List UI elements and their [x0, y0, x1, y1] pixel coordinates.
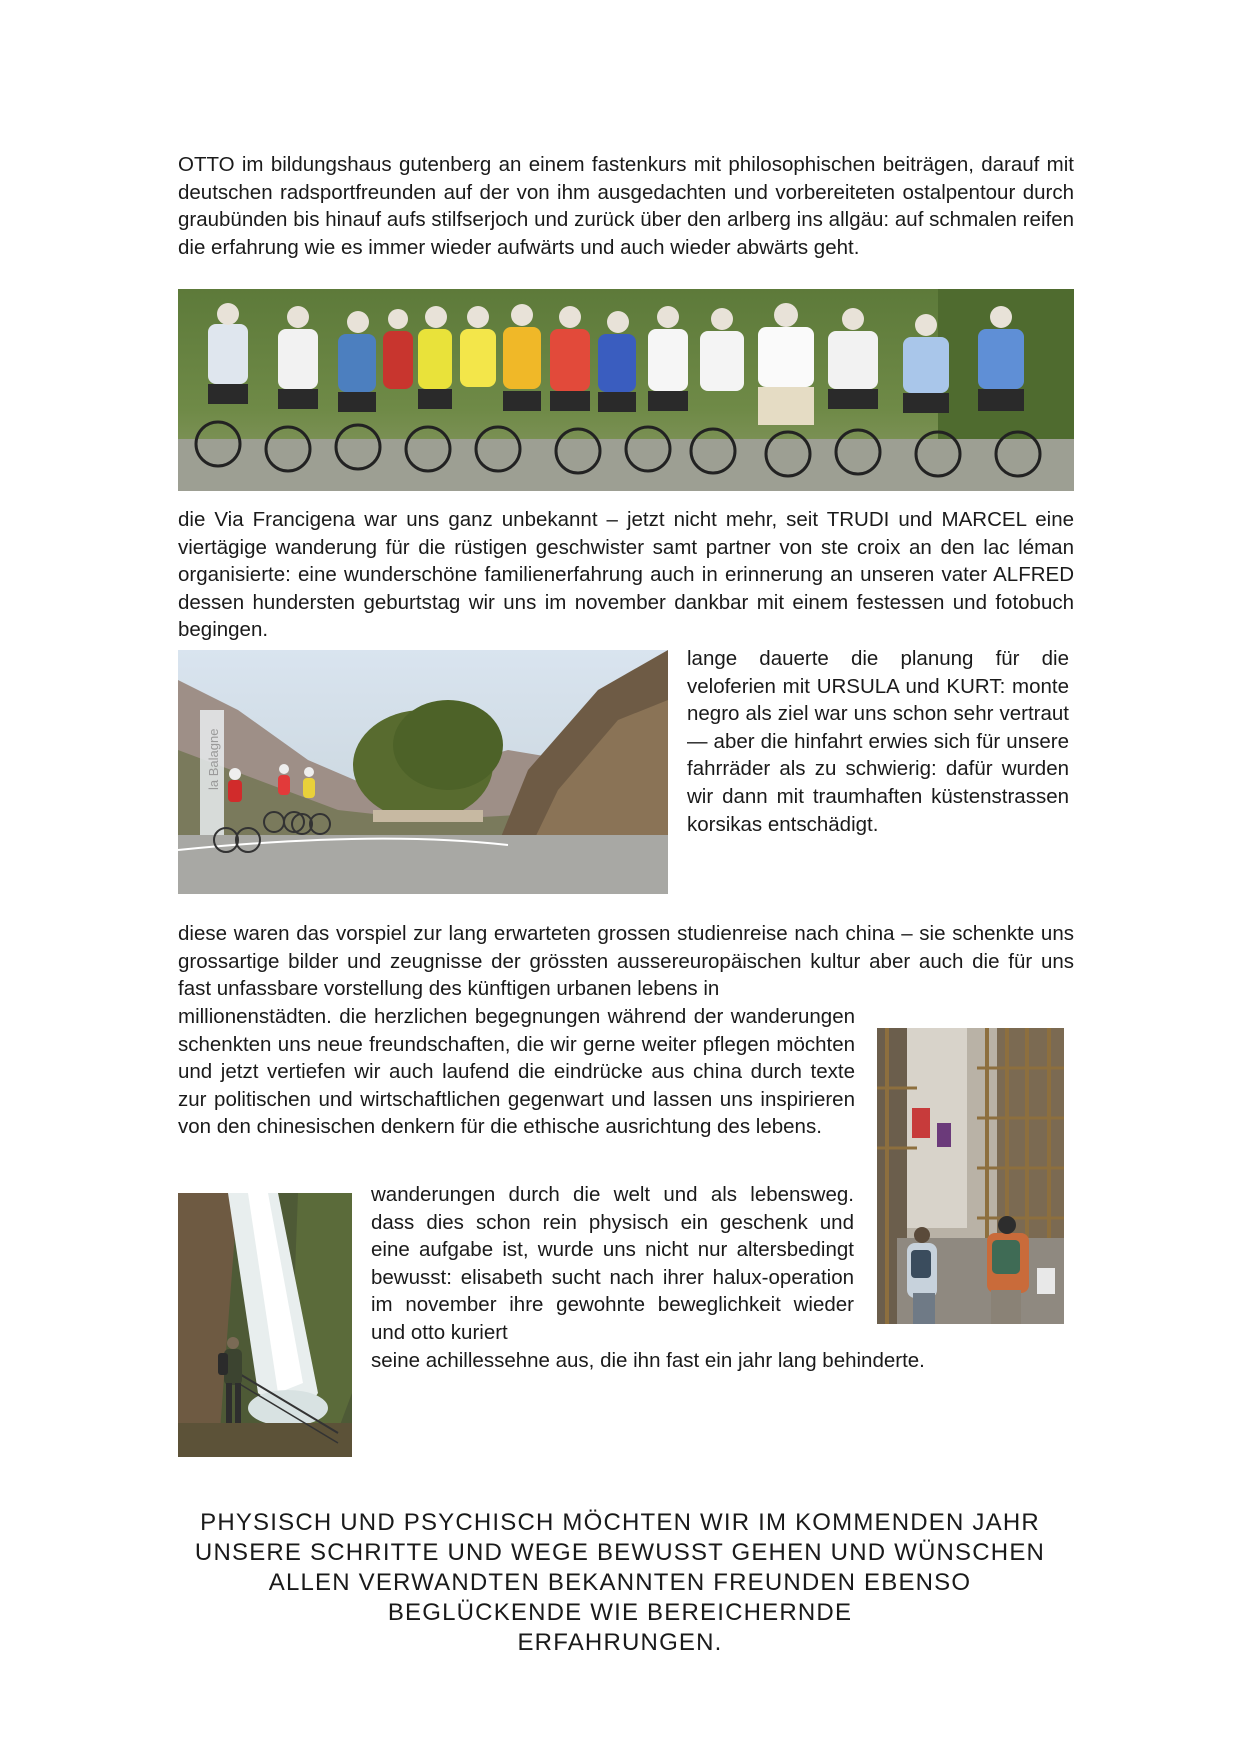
- cyclists-on-coastal-road-photo: [178, 650, 668, 894]
- group-of-cyclists-photo: [178, 289, 1074, 491]
- closing-line: UNSERE SCHRITTE UND WEGE BEWUSST GEHEN UND WÜNSCHEN: [194, 1539, 1046, 1566]
- paragraph-veloferien: lange dauerte die planung für die veloferien mit URSULA und KURT: monte negro als ziel war uns schon sehr vertraut — aber die hinfahrt erwies sich für unsere fahrräder als zu schwierig: dafür wurden wir dann mit traumhaften küstenstrassen korsikas entschädigt.: [687, 647, 1069, 836]
- closing-line: ERFAHRUNGEN.: [517, 1629, 723, 1656]
- paragraph-via-francigena: die Via Francigena war uns ganz unbekannt – jetzt nicht mehr, seit TRUDI und MARCEL eine viertägige wanderung für die rüstigen geschwister samt partner von ste croix an den lac léman organisierte: eine wunderschöne familienerfahrung auch in erinnerung an unseren vater ALFRED dessen hundersten geburtstag wir uns im november dankbar mit einem festessen und fotobuch begingen.: [178, 508, 1074, 642]
- paragraph-china-intro: diese waren das vorspiel zur lang erwarteten grossen studienreise nach china – sie schenkte uns grossartige bilder und zeugnisse der grössten aussereuropäischen kultur aber auch die für uns fast unfassbare vorstellung des künftigen urbanen lebens in: [178, 922, 1074, 1001]
- paragraph-lebensweg: wanderungen durch die welt und als lebensweg. dass dies schon rein physisch ein geschenk und eine aufgabe ist, wurde uns nicht nur altersbedingt bewusst: elisabeth sucht nach ihrer halux-operation im november ihre gewohnte beweglichkeit wieder und otto kuriert: [371, 1183, 854, 1344]
- hiker-at-waterfall-photo: [178, 1193, 352, 1457]
- closing-wish: [170, 1508, 1070, 1658]
- paragraph-china-continued: millionenstädten. die herzlichen begegnungen während der wanderungen schenkten uns neue freundschaften, die wir gerne weiter pflegen möchten und jetzt vertiefen wir auch laufend die eindrücke aus china durch texte zur politischen und wirtschaftlichen gegenwart und lassen uns inspirieren von den chinesischen denkern für die ethische ausrichtung des lebens.: [178, 1005, 855, 1139]
- closing-line: ALLEN VERWANDTEN BEKANNTEN FREUNDEN EBENSO: [268, 1569, 972, 1596]
- china-street-scaffolding-photo: [877, 1028, 1064, 1324]
- paragraph-lebensweg-end: seine achillessehne aus, die ihn fast ein jahr lang behinderte.: [371, 1349, 925, 1372]
- closing-line: BEGLÜCKENDE WIE BEREICHERNDE: [387, 1599, 853, 1626]
- paragraph-ostalpentour: OTTO im bildungshaus gutenberg an einem fastenkurs mit philosophischen beiträgen, darauf mit deutschen radsportfreunden auf der von ihm ausgedachten und vorbereiteten ostalpentour durch graubünden bis hinauf aufs stilfserjoch und zurück über den arlberg ins allgäu: auf schmalen reifen die erfahrung wie es immer wieder aufwärts und auch wieder abwärts geht.: [178, 153, 1074, 259]
- closing-line: PHYSISCH UND PSYCHISCH MÖCHTEN WIR IM KOMMENDEN JAHR: [200, 1509, 1040, 1536]
- la-balagne-sign: la Balagne: [206, 728, 221, 790]
